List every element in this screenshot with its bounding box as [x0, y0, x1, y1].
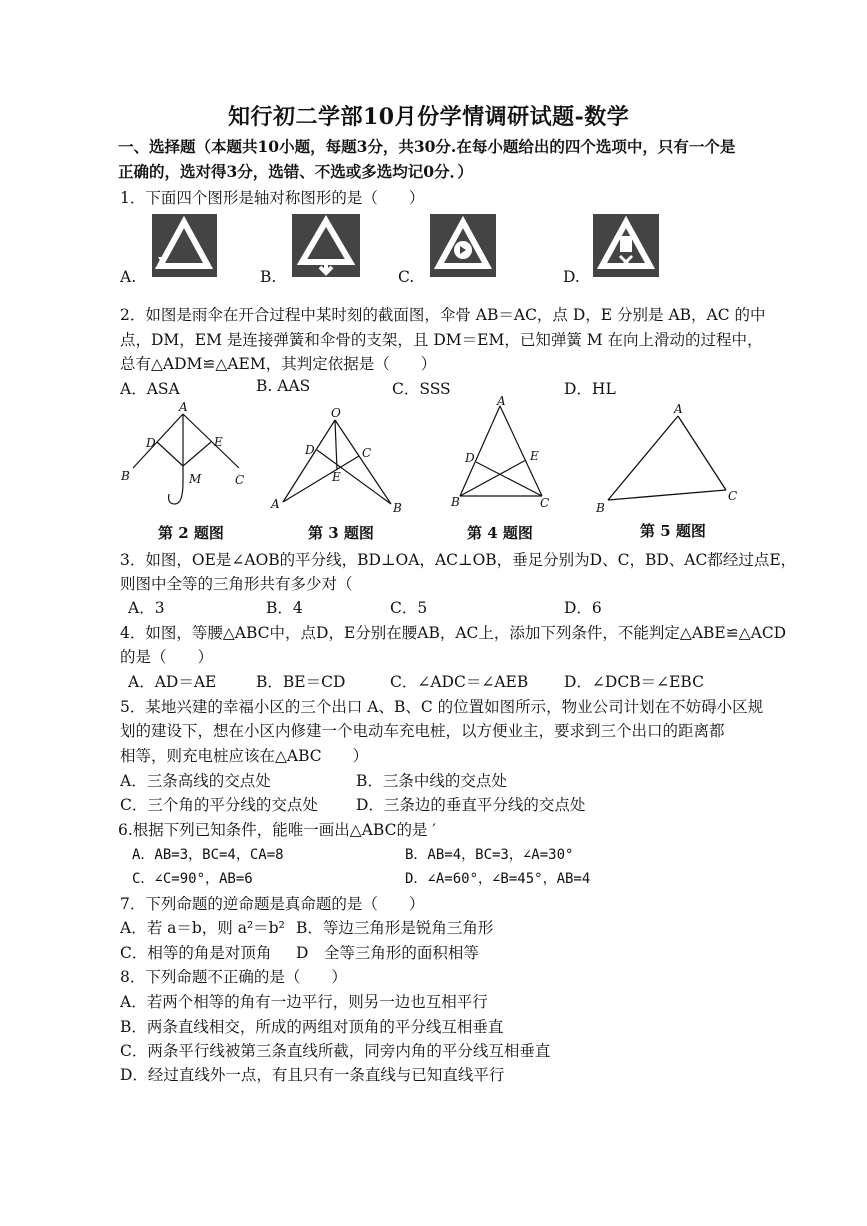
fig3-caption: 第 3 题图 — [308, 524, 374, 542]
page-title: 知行初二学部10月份学情调研试题-数学 — [228, 104, 630, 130]
q5-option-d: D．三条边的垂直平分线的交点处 — [356, 796, 586, 814]
fig5-caption: 第 5 题图 — [640, 522, 706, 540]
q8-option-b: B．两条直线相交，所成的两组对顶角的平分线互相垂直 — [120, 1018, 504, 1036]
q8-option-d: D．经过直线外一点，有且只有一条直线与已知直线平行 — [120, 1066, 505, 1084]
q5-option-c: C．三个角的平分线的交点处 — [120, 796, 318, 814]
q2-line1: 2．如图是雨伞在开合过程中某时刻的截面图，伞骨 AB＝AC，点 D，E 分别是 AB，AC 的中 — [120, 306, 766, 324]
q2-option-a: A．ASA — [120, 380, 180, 398]
q1-option-a: A. — [120, 268, 137, 286]
fig3-label-a: A — [271, 497, 280, 511]
q3-line1: 3．如图，OE是∠AOB的平分线，BD⊥OA，AC⊥OB，垂足分别为D、C，BD、AC都经过点E， — [120, 551, 797, 569]
fig2-label-d: D — [146, 436, 156, 450]
fig2-label-a: A — [179, 400, 188, 414]
fig4-label-a: A — [497, 396, 506, 408]
q1-stem: 1．下面四个图形是轴对称图形的是（ ） — [120, 189, 425, 207]
q7-option-d: D 全等三角形的面积相等 — [296, 944, 479, 962]
q3-option-d: D．6 — [564, 599, 602, 617]
q6-option-c: C．∠C=90°，AB=6 — [132, 871, 253, 887]
fig4-label-d: D — [465, 451, 475, 465]
recycle-triangle-icon — [152, 214, 217, 277]
q5-line2: 划的建设下，想在小区内修建一个电动车充电桩，以方便业主，要求到三个出口的距离都 — [120, 722, 725, 740]
q2-option-d: D．HL — [564, 380, 616, 398]
q4-line2: 的是（ ） — [120, 648, 214, 666]
q7-stem: 7．下列命题的逆命题是真命题的是（ ） — [120, 895, 425, 913]
q1-option-c: C. — [398, 268, 415, 286]
q2-option-b: B. AAS — [256, 377, 311, 395]
q7-option-c: C．相等的角是对顶角 — [120, 944, 272, 962]
q3-option-b: B．4 — [266, 599, 303, 617]
fig2-label-c: C — [235, 473, 245, 487]
q6-stem: 6.根据下列已知条件，能唯一画出△ABC的是 ′ — [118, 821, 436, 839]
q4-line1: 4．如图，等腰△ABC中，点D，E分别在腰AB，AC上，添加下列条件，不能判定△ABE≌△ACD — [120, 624, 787, 642]
fig3-label-o: O — [331, 406, 341, 420]
figure-q3-angle — [265, 406, 405, 516]
q6-option-d: D．∠A=60°，∠B=45°，AB=4 — [405, 871, 591, 887]
figure-q5-triangle — [590, 400, 750, 516]
q8-option-c: C．两条平行线被第三条直线所截，同旁内角的平分线互相垂直 — [120, 1042, 551, 1060]
battery-recycle-icon — [593, 214, 659, 277]
fig4-label-b: B — [451, 495, 460, 509]
q5-line3: 相等，则充电桩应该在△ABC ） — [120, 747, 369, 765]
q5-option-b: B．三条中线的交点处 — [356, 772, 507, 790]
q3-option-a: A．3 — [128, 599, 165, 617]
q1-option-b: B. — [260, 268, 277, 286]
q8-option-a: A．若两个相等的角有一边平行，则另一边也互相平行 — [120, 993, 488, 1011]
fig2-label-e: E — [214, 435, 223, 449]
section-instructions-line1: 一、选择题（本题共10小题，每题3分，共30分.在每小题给出的四个选项中，只有一个是 — [118, 137, 736, 156]
q4-option-b: B．BE＝CD — [256, 673, 346, 691]
fig2-label-b: B — [121, 469, 130, 483]
fig3-label-b: B — [393, 501, 402, 515]
figure-q2-umbrella — [115, 400, 255, 512]
figure-q4-isosceles — [448, 396, 558, 514]
q8-stem: 8．下列命题不正确的是（ ） — [120, 968, 347, 986]
fig2-label-m: M — [189, 472, 202, 486]
triangle-arrow-icon — [292, 214, 360, 277]
q4-option-c: C．∠ADC＝∠AEB — [390, 673, 529, 691]
q7-option-a: A．若 a＝b，则 a²＝b² — [120, 919, 285, 937]
q4-option-d: D．∠DCB＝∠EBC — [564, 673, 704, 691]
recycle-figure-icon — [430, 214, 496, 277]
fig5-label-b: B — [596, 501, 605, 515]
q7-option-b: B．等边三角形是锐角三角形 — [296, 919, 494, 937]
section-instructions-line2: 正确的，选对得3分，选错、不选或多选均记0分．） — [118, 162, 473, 181]
fig2-caption: 第 2 题图 — [158, 524, 224, 542]
q2-line3: 总有△ADM≌△AEM，其判定依据是（ ） — [120, 355, 437, 373]
fig3-label-d: D — [305, 443, 315, 457]
fig3-label-e: E — [332, 470, 341, 484]
fig4-caption: 第 4 题图 — [467, 524, 533, 542]
q3-line2: 则图中全等的三角形共有多少对（ — [120, 575, 353, 593]
q4-option-a: A．AD＝AE — [128, 673, 217, 691]
q6-option-a: A．AB=3，BC=4，CA=8 — [132, 847, 284, 863]
q5-option-a: A．三条高线的交点处 — [120, 772, 271, 790]
q5-line1: 5．某地兴建的幸福小区的三个出口 A、B、C 的位置如图所示，物业公司计划在不妨碍小区规 — [120, 698, 764, 716]
q1-option-d: D. — [563, 268, 580, 286]
q2-line2: 点，DM，EM 是连接弹簧和伞骨的支架，且 DM＝EM，已知弹簧 M 在向上滑动的过程中， — [120, 331, 763, 349]
q6-option-b: B．AB=4，BC=3，∠A=30° — [405, 847, 574, 863]
fig5-label-a: A — [674, 402, 683, 416]
fig3-label-c: C — [362, 446, 372, 460]
fig4-label-e: E — [530, 449, 539, 463]
fig5-label-c: C — [728, 489, 738, 503]
q3-option-c: C．5 — [390, 599, 428, 617]
fig4-label-c: C — [540, 496, 550, 510]
q2-option-c: C．SSS — [392, 380, 451, 398]
